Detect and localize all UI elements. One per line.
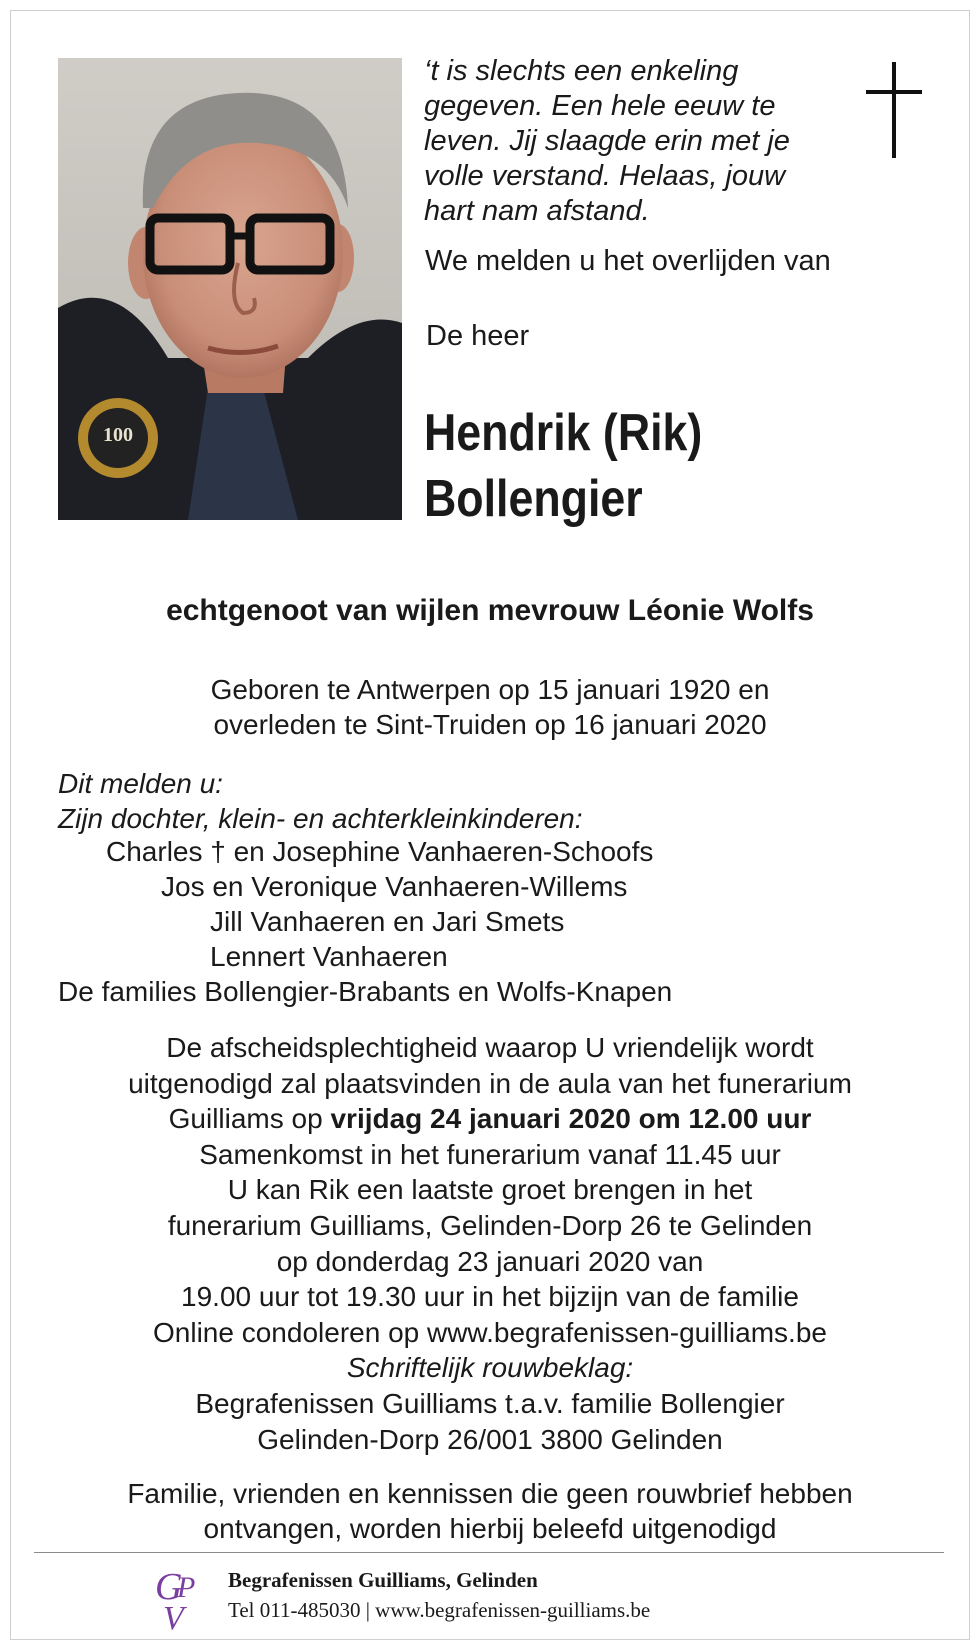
footer-divider [34, 1552, 944, 1553]
death-line: overleden te Sint-Truiden op 16 januari 2020 [213, 709, 767, 740]
ceremony-line: De afscheidsplechtigheid waarop U vriendelijk wordt [166, 1032, 814, 1063]
funeral-home-logo-icon [155, 1565, 215, 1631]
announcers-heading [58, 766, 583, 836]
spouse-line: echtgenoot van wijlen mevrouw Léonie Wolfs [166, 594, 814, 627]
ceremony-date-time: vrijdag 24 januari 2020 om 12.00 uur [330, 1103, 812, 1135]
ceremony-line: Gelinden-Dorp 26/001 3800 Gelinden [257, 1423, 723, 1455]
deceased-name [424, 400, 702, 532]
closing-line: Familie, vrienden en kennissen die geen rouwbrief hebben [127, 1478, 853, 1509]
svg-text:G: G [155, 1566, 183, 1608]
ceremony-line-prefix: Guilliams op [168, 1103, 331, 1135]
salutation: De heer [426, 320, 530, 352]
footer-contact: Tel 011-485030 | www.begrafenissen-guilliams.be [228, 1598, 651, 1622]
poem-line: ‘t is slechts een enkeling [424, 55, 739, 87]
ceremony-line: op donderdag 23 januari 2020 van [276, 1245, 704, 1277]
poem-line: leven. Jij slaagde erin met je [424, 125, 790, 157]
svg-text:P: P [177, 1571, 196, 1604]
birth-line: Geboren te Antwerpen op 15 januari 1920 en [210, 674, 770, 705]
condolence-heading: Schriftelijk rouwbeklag: [346, 1352, 634, 1384]
ceremony-line: Samenkomst in het funerarium vanaf 11.45 uur [199, 1138, 781, 1170]
family-line: Lennert Vanhaeren [210, 941, 448, 972]
announcers-heading-1: Dit melden u: [58, 768, 223, 799]
ceremony-line: Begrafenissen Guilliams t.a.v. familie Bollengier [195, 1387, 785, 1419]
poem-line: gegeven. Een hele eeuw te [424, 90, 776, 122]
family-line: Jill Vanhaeren en Jari Smets [210, 906, 565, 937]
family-line: De families Bollengier-Brabants en Wolfs-Knapen [58, 976, 673, 1007]
poem-line: volle verstand. Helaas, jouw [424, 160, 786, 192]
ceremony-line: uitgenodigd zal plaatsvinden in de aula van het funerarium [128, 1067, 852, 1099]
ceremony-line: Online condoleren op www.begrafenissen-guilliams.be [153, 1316, 827, 1348]
ceremony-line: U kan Rik een laatste groet brengen in het [227, 1174, 753, 1206]
poem [424, 54, 844, 229]
footer-company: Begrafenissen Guilliams, Gelinden [228, 1568, 538, 1592]
ceremony-line [0, 1350, 980, 1386]
ceremony-details [0, 1030, 980, 1457]
closing-note [0, 1476, 980, 1546]
ceremony-line: funerarium Guilliams, Gelinden-Dorp 26 te Gelinden [167, 1209, 813, 1241]
announcers-heading-2: Zijn dochter, klein- en achterkleinkinderen: [58, 803, 583, 834]
portrait-photo [58, 58, 402, 520]
ceremony-line [0, 1101, 980, 1137]
closing-line: ontvangen, worden hierbij beleefd uitgenodigd [203, 1513, 777, 1544]
life-dates [0, 672, 980, 742]
poem-line: hart nam afstand. [424, 195, 650, 227]
svg-text:V: V [163, 1600, 184, 1631]
announcement-intro: We melden u het overlijden van [425, 245, 831, 277]
cross-icon [866, 62, 922, 158]
name-line-1: Hendrik (Rik) [424, 404, 703, 462]
ceremony-line: 19.00 uur tot 19.30 uur in het bijzijn van de familie [181, 1281, 799, 1313]
name-line-2: Bollengier [424, 470, 643, 528]
family-line: Charles † en Josephine Vanhaeren-Schoofs [106, 836, 654, 867]
photo-badge-text: 100 [103, 424, 133, 446]
family-line: Jos en Veronique Vanhaeren-Willems [161, 871, 628, 902]
